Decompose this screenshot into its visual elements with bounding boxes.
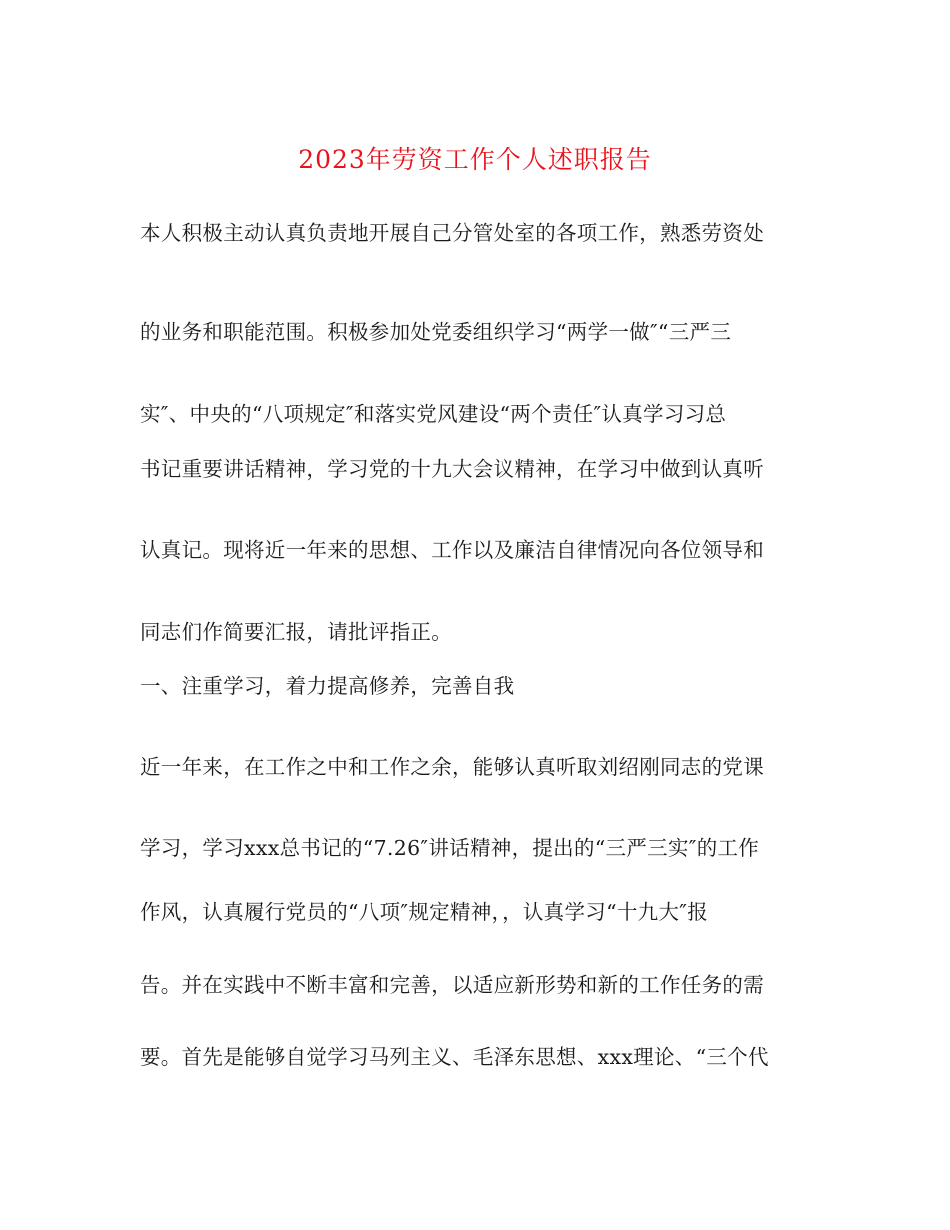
document-title: 2023年劳资工作个人述职报告 <box>298 145 652 174</box>
body-line: 认真记。现将近一年来的思想、工作以及廉洁自律情况向各位领导和 <box>140 538 764 562</box>
body-line: 的业务和职能范围。积极参加处党委组织学习“两学一做″“三严三 <box>140 320 732 344</box>
body-line: 学习，学习xxx总书记的“7.26″讲话精神，提出的“三严三实″的工作 <box>140 836 760 860</box>
body-line: 本人积极主动认真负责地开展自己分管处室的各项工作，熟悉劳资处 <box>140 221 764 245</box>
section-heading: 一、注重学习，着力提高修养，完善自我 <box>140 674 515 698</box>
body-line: 作风，认真履行党员的“八项″规定精神，，认真学习“十九大″报 <box>140 900 709 924</box>
body-line: 近一年来，在工作之中和工作之余，能够认真听取刘绍刚同志的党课 <box>140 755 764 779</box>
body-line: 告。并在实践中不断丰富和完善，以适应新形势和新的工作任务的需 <box>140 973 764 997</box>
body-line: 要。首先是能够自觉学习马列主义、毛泽东思想、xxx理论、“三个代 <box>140 1045 769 1069</box>
body-line: 同志们作简要汇报，请批评指正。 <box>140 620 452 644</box>
body-line: 实″、中央的“八项规定″和落实党风建设“两个责任″认真学习习总 <box>140 402 727 426</box>
body-line: 书记重要讲话精神，学习党的十九大会议精神，在学习中做到认真听 <box>140 457 764 481</box>
